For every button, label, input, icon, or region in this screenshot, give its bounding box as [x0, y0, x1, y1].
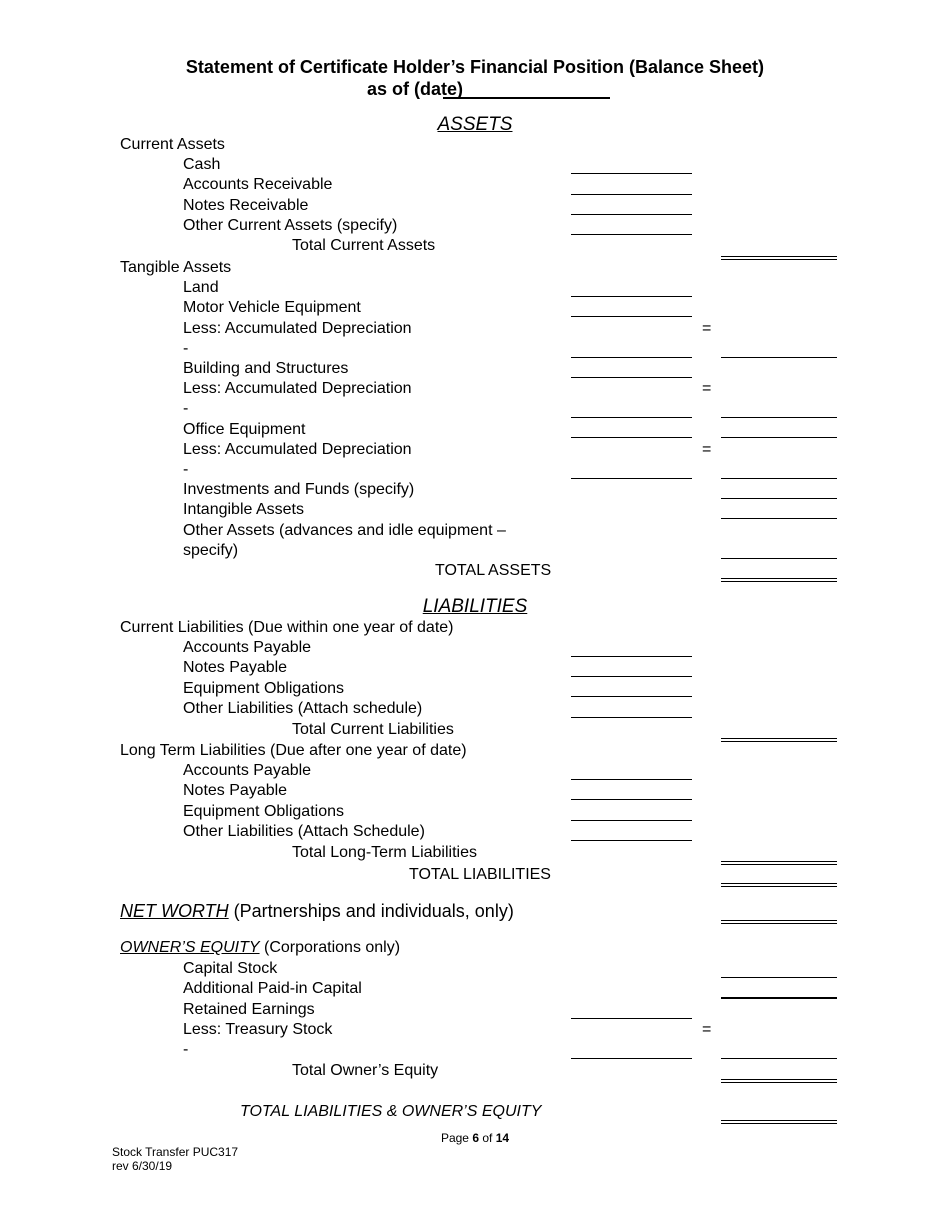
long-notes-payable-field[interactable] — [571, 799, 692, 800]
total-liabilities-equity-label: TOTAL LIABILITIES & OWNER’S EQUITY — [240, 1103, 542, 1120]
total-liabilities-field[interactable] — [721, 883, 837, 887]
investments-label: Investments and Funds (specify) — [183, 481, 415, 498]
page-of: of — [479, 1131, 496, 1145]
notes-receivable-field[interactable] — [571, 214, 692, 215]
long-term-liabilities-label: Long Term Liabilities (Due after one year of date) — [120, 742, 467, 759]
long-other-liabilities-label: Other Liabilities (Attach Schedule) — [183, 823, 425, 840]
dash: - — [183, 461, 189, 478]
treasury-stock-field[interactable] — [571, 1058, 692, 1059]
long-equipment-obligations-field[interactable] — [571, 820, 692, 821]
revision-date: rev 6/30/19 — [112, 1159, 173, 1173]
buildings-net-field[interactable] — [721, 417, 837, 418]
as-of-date-label: as of (date) — [366, 79, 463, 99]
total-owners-equity-label: Total Owner’s Equity — [292, 1062, 439, 1079]
current-liabilities-label: Current Liabilities (Due within one year of date) — [120, 619, 454, 636]
date-field[interactable] — [443, 97, 610, 99]
treasury-stock-label: Less: Treasury Stock — [183, 1021, 333, 1038]
total-current-liabilities-label: Total Current Liabilities — [292, 721, 454, 738]
office-equipment-net-field[interactable] — [721, 478, 837, 479]
dash: - — [183, 400, 189, 417]
retained-earnings-label: Retained Earnings — [183, 1001, 315, 1018]
page-number — [0, 1131, 950, 1145]
land-label: Land — [183, 279, 219, 296]
retained-net-field[interactable] — [721, 1058, 837, 1059]
retained-earnings-field[interactable] — [571, 1018, 692, 1019]
other-current-assets-label: Other Current Assets (specify) — [183, 217, 398, 234]
motor-vehicle-field[interactable] — [571, 316, 692, 317]
current-accounts-payable-field[interactable] — [571, 656, 692, 657]
intangible-assets-label: Intangible Assets — [183, 501, 304, 518]
equals-sign: = — [702, 441, 712, 458]
assets-heading: ASSETS — [437, 114, 513, 135]
dash: - — [183, 340, 189, 357]
total-liabilities-equity-field[interactable] — [721, 1120, 837, 1124]
notes-receivable-label: Notes Receivable — [183, 197, 309, 214]
buildings-depreciation-field[interactable] — [571, 417, 692, 418]
cash-label: Cash — [183, 156, 221, 173]
total-owners-equity-field[interactable] — [721, 1079, 837, 1083]
office-equipment-depreciation-field[interactable] — [571, 478, 692, 479]
current-notes-payable-field[interactable] — [571, 676, 692, 677]
equals-sign: = — [702, 1021, 712, 1038]
total-current-assets-field[interactable] — [721, 256, 837, 260]
page-total: 14 — [495, 1131, 510, 1145]
motor-vehicle-net-field[interactable] — [721, 357, 837, 358]
office-equipment-extra-field[interactable] — [721, 437, 837, 438]
current-equipment-obligations-label: Equipment Obligations — [183, 680, 344, 697]
owners-equity-label — [120, 938, 400, 957]
current-other-liabilities-field[interactable] — [571, 717, 692, 718]
net-worth-field[interactable] — [721, 920, 837, 924]
intangible-assets-field[interactable] — [721, 518, 837, 519]
form-id: Stock Transfer PUC317 — [112, 1145, 239, 1159]
net-worth-note: (Partnerships and individuals, only) — [228, 901, 514, 921]
total-current-liabilities-field[interactable] — [721, 738, 837, 742]
capital-stock-label: Capital Stock — [183, 960, 278, 977]
paid-in-capital-label: Additional Paid-in Capital — [183, 980, 362, 997]
capital-stock-field[interactable] — [721, 977, 837, 978]
cash-field[interactable] — [571, 173, 692, 174]
long-notes-payable-label: Notes Payable — [183, 782, 288, 799]
other-current-assets-field[interactable] — [571, 234, 692, 235]
buildings-depreciation-label: Less: Accumulated Depreciation — [183, 380, 412, 397]
other-assets-label: Other Assets (advances and idle equipment – — [183, 522, 506, 539]
current-other-liabilities-label: Other Liabilities (Attach schedule) — [183, 700, 423, 717]
accounts-receivable-label: Accounts Receivable — [183, 176, 333, 193]
office-equipment-depreciation-label: Less: Accumulated Depreciation — [183, 441, 412, 458]
long-other-liabilities-field[interactable] — [571, 840, 692, 841]
motor-vehicle-label: Motor Vehicle Equipment — [183, 299, 361, 316]
net-worth-label — [120, 901, 514, 922]
total-current-assets-label: Total Current Assets — [292, 237, 436, 254]
owners-equity-note: (Corporations only) — [259, 939, 401, 956]
net-worth-title: NET WORTH — [120, 901, 229, 921]
current-equipment-obligations-field[interactable] — [571, 696, 692, 697]
liabilities-heading: LIABILITIES — [422, 596, 528, 617]
total-long-term-liabilities-field[interactable] — [721, 861, 837, 865]
other-assets-label-cont: specify) — [183, 542, 239, 559]
owners-equity-title: OWNER’S EQUITY — [120, 939, 260, 956]
dash: - — [183, 1041, 189, 1058]
accounts-receivable-field[interactable] — [571, 194, 692, 195]
page-current: 6 — [472, 1131, 479, 1145]
other-assets-field[interactable] — [721, 558, 837, 559]
current-accounts-payable-label: Accounts Payable — [183, 639, 312, 656]
office-equipment-field[interactable] — [571, 437, 692, 438]
motor-vehicle-depreciation-label: Less: Accumulated Depreciation — [183, 320, 412, 337]
current-notes-payable-label: Notes Payable — [183, 659, 288, 676]
investments-field[interactable] — [721, 498, 837, 499]
long-accounts-payable-label: Accounts Payable — [183, 762, 312, 779]
equals-sign: = — [702, 380, 712, 397]
page-prefix: Page — [440, 1131, 473, 1145]
buildings-label: Building and Structures — [183, 360, 349, 377]
total-long-term-liabilities-label: Total Long-Term Liabilities — [292, 844, 477, 861]
paid-in-capital-field[interactable] — [721, 997, 837, 999]
equals-sign: = — [702, 320, 712, 337]
form-title: Statement of Certificate Holder’s Financial Position (Balance Sheet) — [185, 57, 765, 77]
total-liabilities-label: TOTAL LIABILITIES — [409, 866, 551, 883]
total-assets-field[interactable] — [721, 578, 837, 582]
long-equipment-obligations-label: Equipment Obligations — [183, 803, 344, 820]
tangible-assets-label: Tangible Assets — [120, 259, 232, 276]
long-accounts-payable-field[interactable] — [571, 779, 692, 780]
buildings-field[interactable] — [571, 377, 692, 378]
total-assets-label: TOTAL ASSETS — [435, 562, 552, 579]
current-assets-label: Current Assets — [120, 136, 225, 153]
office-equipment-label: Office Equipment — [183, 421, 306, 438]
motor-vehicle-depreciation-field[interactable] — [571, 357, 692, 358]
land-field[interactable] — [571, 296, 692, 297]
